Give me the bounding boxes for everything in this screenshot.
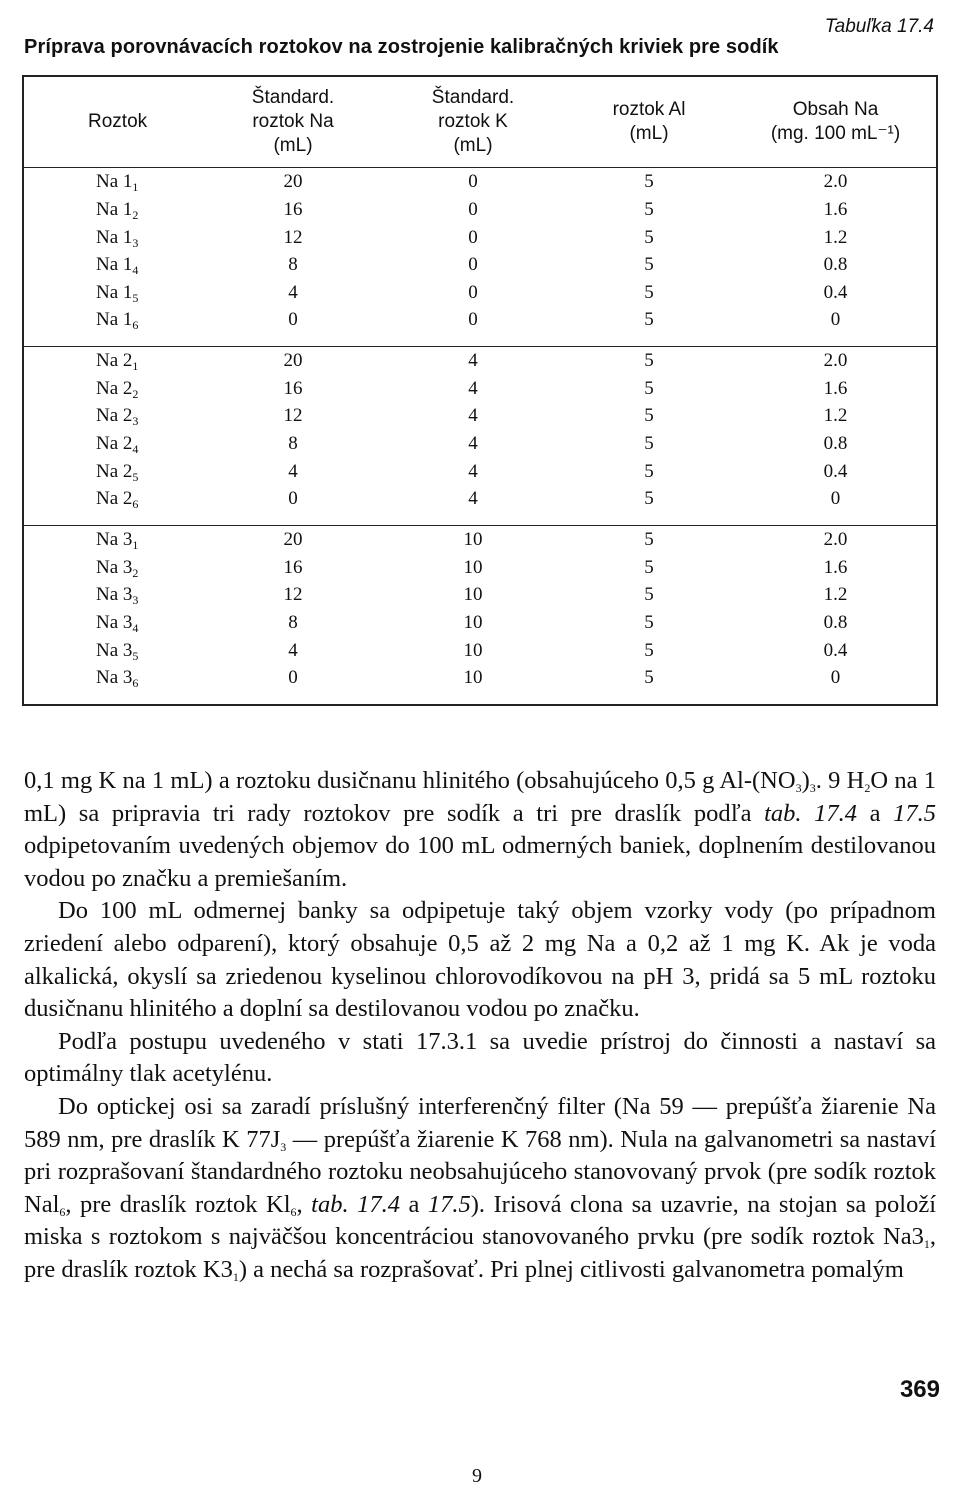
cell-al: 5 — [644, 556, 654, 578]
column-header-line: (mL) — [273, 135, 313, 156]
solution-name — [23, 430, 203, 458]
table-reference: 17.5 — [893, 799, 937, 827]
solution-label: Na 1 — [96, 281, 133, 303]
table-title: Príprava porovnávacích roztokov na zostrojenie kalibračných kriviek pre sodík — [24, 36, 779, 58]
table-body — [23, 168, 937, 706]
solution-name — [23, 346, 203, 374]
column-header-line: Štandard. — [431, 87, 515, 108]
cell-obsah: 1.2 — [823, 226, 848, 248]
table-row — [23, 457, 937, 485]
cell-al: 5 — [644, 281, 654, 303]
cell-k: 10 — [463, 556, 483, 578]
table-row — [23, 278, 937, 306]
group-separator — [23, 334, 937, 347]
footer-number: 9 — [472, 1465, 482, 1487]
solution-index: 2 — [132, 207, 139, 222]
text-run: a — [399, 1190, 428, 1218]
subscript: 3 — [280, 1139, 287, 1154]
subscript: 3 — [795, 781, 802, 795]
cell-k: 10 — [463, 639, 483, 661]
solution-name — [23, 581, 203, 609]
separator-cell — [203, 334, 383, 347]
group-separator — [23, 513, 937, 526]
cell-k: 10 — [463, 667, 483, 689]
cell-k: 4 — [468, 433, 478, 455]
cell-k: 0 — [468, 309, 478, 331]
solution-name — [23, 554, 203, 582]
column-header-line: roztok Al — [612, 99, 686, 120]
cell-k: 0 — [468, 226, 478, 248]
text-run: a — [857, 799, 894, 827]
solution-label: Na 3 — [96, 529, 133, 551]
cell-al: 5 — [644, 405, 654, 427]
separator-cell — [563, 334, 735, 347]
solution-label: Na 2 — [96, 350, 133, 372]
solution-index: 2 — [132, 565, 139, 580]
paragraph — [24, 1091, 936, 1287]
solution-label: Na 1 — [96, 226, 133, 248]
solution-label: Na 1 — [96, 254, 133, 276]
solution-label: Na 3 — [96, 639, 133, 661]
table-row — [23, 196, 937, 224]
cell-obsah: 0 — [830, 488, 841, 510]
body-text — [24, 765, 936, 1287]
calibration-table — [22, 75, 938, 706]
cell-k: 10 — [463, 529, 483, 551]
subscript: 2 — [864, 781, 871, 795]
table-row — [23, 306, 937, 334]
subscript: 6 — [59, 1204, 66, 1219]
cell-obsah: 2.0 — [823, 529, 848, 551]
column-header-line: Roztok — [88, 111, 148, 132]
separator-cell — [735, 513, 937, 526]
table-row — [23, 609, 937, 637]
cell-na: 0 — [288, 667, 298, 689]
solution-index: 5 — [132, 290, 139, 305]
table-row — [23, 581, 937, 609]
paragraph — [24, 895, 936, 1025]
separator-cell — [23, 334, 203, 347]
cell-al: 5 — [644, 377, 654, 399]
solution-name — [23, 402, 203, 430]
cell-al: 5 — [644, 488, 654, 510]
solution-index: 4 — [132, 621, 139, 636]
text-run: , pre draslík roztok Kl — [65, 1190, 291, 1218]
text-run: ) a nechá sa rozprašovať. Pri plnej citlivosti galvanometra pomalým — [238, 1255, 904, 1283]
text-run: Podľa postupu uvedeného v stati 17.3.1 sa uvedie prístroj do činnosti a nastaví sa optimálny tlak acetylénu. — [24, 1027, 936, 1088]
cell-obsah: 0 — [830, 309, 841, 331]
column-header-line: (mg. 100 mL⁻¹) — [770, 123, 901, 144]
cell-k: 4 — [468, 377, 478, 399]
solution-index: 3 — [132, 414, 139, 429]
subscript: 3 — [809, 781, 816, 795]
group-separator — [23, 692, 937, 705]
text-run: O na 1 mL) sa pripravia tri rady roztokov pre sodík a tri pre draslík podľa — [24, 767, 936, 827]
column-header-line: (mL) — [453, 135, 493, 156]
separator-cell — [23, 513, 203, 526]
subscript: 1 — [923, 1237, 930, 1252]
cell-na: 16 — [283, 377, 303, 399]
table-row — [23, 636, 937, 664]
separator-cell — [23, 692, 203, 705]
separator-cell — [383, 334, 563, 347]
solution-label: Na 3 — [96, 584, 133, 606]
solution-name — [23, 375, 203, 403]
solution-index: 4 — [132, 263, 139, 278]
separator-cell — [735, 334, 937, 347]
cell-al: 5 — [644, 350, 654, 372]
text-run: , — [296, 1190, 312, 1218]
cell-na: 12 — [283, 226, 303, 248]
column-header — [383, 76, 563, 168]
cell-k: 4 — [468, 488, 478, 510]
cell-al: 5 — [644, 433, 654, 455]
cell-obsah: 2.0 — [823, 171, 848, 193]
solution-name — [23, 251, 203, 279]
cell-na: 8 — [288, 433, 298, 455]
table-row — [23, 525, 937, 553]
cell-k: 10 — [463, 584, 483, 606]
cell-obsah: 0 — [830, 667, 841, 689]
solution-name — [23, 168, 203, 196]
cell-na: 12 — [283, 405, 303, 427]
cell-na: 20 — [283, 529, 303, 551]
solution-label: Na 3 — [96, 556, 133, 578]
text-run: Do optickej osi sa zaradí príslušný interferenčný filter (Na 59 — prepúšťa žiarenie Na 589 nm, pre draslík K 77J — [24, 1092, 936, 1153]
text-run: — prepúšťa žiarenie K 768 nm). Nula na galvanometri sa nastaví pri rozprašovaní štandardného roztoku neobsahujúceho stanovovaný prvok (pre sodík roztok Nal — [24, 1125, 936, 1218]
solution-name — [23, 457, 203, 485]
solution-name — [23, 196, 203, 224]
column-header — [203, 76, 383, 168]
paragraph — [24, 1026, 936, 1091]
column-header — [563, 76, 735, 168]
separator-cell — [563, 513, 735, 526]
separator-cell — [383, 513, 563, 526]
solution-label: Na 2 — [96, 460, 133, 482]
table-reference: 17.5 — [427, 1190, 471, 1218]
solution-index: 3 — [132, 593, 139, 608]
cell-obsah: 0.4 — [823, 639, 848, 661]
cell-obsah: 1.2 — [823, 584, 848, 606]
solution-name — [23, 525, 203, 553]
column-header-line: Štandard. — [251, 87, 335, 108]
paragraph — [24, 765, 936, 895]
cell-na: 16 — [283, 198, 303, 220]
column-header — [735, 76, 937, 168]
solution-index: 5 — [132, 469, 139, 484]
text-run: Do 100 mL odmernej banky sa odpipetuje taký objem vzorky vody (po prípadnom zriedení alebo odparení), ktorý obsahuje 0,5 až 2 mg Na a 0,2 až 1 mg K. Ak je voda alkalická, okyslí sa zriedenou kyselinou chlorovodíkovou na pH 3, pridá sa 5 mL roztoku dusičnanu hlinitého a doplní sa destilovanou vodou po značku. — [24, 897, 936, 1023]
table-row — [23, 346, 937, 374]
table-row — [23, 664, 937, 692]
table-row — [23, 223, 937, 251]
solution-name — [23, 609, 203, 637]
cell-na: 4 — [288, 639, 298, 661]
table-row — [23, 430, 937, 458]
cell-al: 5 — [644, 639, 654, 661]
separator-cell — [735, 692, 937, 705]
text-run: 0,1 mg K na 1 mL) a roztoku dusičnanu hlinitého (obsahujúceho 0,5 g Al-(NO — [24, 767, 796, 794]
cell-obsah: 1.6 — [823, 198, 848, 220]
solution-label: Na 2 — [96, 377, 133, 399]
cell-al: 5 — [644, 584, 654, 606]
column-header-line: Obsah Na — [792, 99, 879, 120]
table-row — [23, 168, 937, 196]
cell-k: 4 — [468, 460, 478, 482]
cell-obsah: 0.8 — [823, 433, 848, 455]
cell-al: 5 — [644, 309, 654, 331]
solution-index: 1 — [132, 538, 139, 553]
solution-index: 1 — [132, 180, 139, 195]
table-row — [23, 554, 937, 582]
solution-index: 4 — [132, 442, 139, 457]
cell-obsah: 0.4 — [823, 460, 848, 482]
cell-na: 0 — [288, 309, 298, 331]
cell-al: 5 — [644, 254, 654, 276]
text-run: ) — [801, 767, 810, 794]
cell-obsah: 2.0 — [823, 350, 848, 372]
text-run: . 9 H — [815, 767, 865, 794]
cell-obsah: 1.6 — [823, 556, 848, 578]
solution-label: Na 2 — [96, 488, 133, 510]
cell-na: 8 — [288, 612, 298, 634]
cell-na: 4 — [288, 281, 298, 303]
solution-name — [23, 278, 203, 306]
solution-label: Na 1 — [96, 198, 133, 220]
solution-label: Na 2 — [96, 405, 133, 427]
separator-cell — [383, 692, 563, 705]
cell-k: 10 — [463, 612, 483, 634]
column-header-line: roztok Na — [252, 111, 334, 132]
cell-na: 20 — [283, 350, 303, 372]
cell-na: 0 — [288, 488, 298, 510]
column-header-line: (mL) — [629, 123, 669, 144]
cell-k: 4 — [468, 405, 478, 427]
solution-name — [23, 485, 203, 513]
cell-na: 16 — [283, 556, 303, 578]
table-row — [23, 375, 937, 403]
cell-na: 12 — [283, 584, 303, 606]
cell-al: 5 — [644, 198, 654, 220]
separator-cell — [563, 692, 735, 705]
solution-name — [23, 636, 203, 664]
cell-al: 5 — [644, 667, 654, 689]
cell-k: 0 — [468, 281, 478, 303]
solution-name — [23, 306, 203, 334]
table-row — [23, 251, 937, 279]
column-header-line: roztok K — [438, 111, 508, 132]
text-run: , pre draslík roztok K3 — [24, 1223, 936, 1283]
cell-k: 4 — [468, 350, 478, 372]
cell-na: 8 — [288, 254, 298, 276]
cell-na: 20 — [283, 171, 303, 193]
cell-obsah: 1.6 — [823, 377, 848, 399]
solution-index: 6 — [132, 497, 139, 512]
solution-index: 2 — [132, 386, 139, 401]
solution-index: 6 — [132, 676, 139, 691]
cell-k: 0 — [468, 171, 478, 193]
cell-al: 5 — [644, 171, 654, 193]
cell-k: 0 — [468, 254, 478, 276]
cell-al: 5 — [644, 612, 654, 634]
separator-cell — [203, 513, 383, 526]
solution-name — [23, 664, 203, 692]
table-header — [23, 76, 937, 168]
cell-al: 5 — [644, 460, 654, 482]
cell-al: 5 — [644, 226, 654, 248]
table-reference: tab. 17.4 — [764, 799, 858, 827]
cell-al: 5 — [644, 529, 654, 551]
solution-label: Na 2 — [96, 433, 133, 455]
table-caption: Tabuľka 17.4 — [824, 16, 934, 37]
table-row — [23, 402, 937, 430]
cell-obsah: 0.8 — [823, 612, 848, 634]
table-row — [23, 485, 937, 513]
text-run: ). Irisová clona sa uzavrie, na stojan sa položí miska s roztokom s najväčšou koncentráciou stanovovaného prvku (pre sodík roztok Na3 — [24, 1190, 936, 1251]
cell-na: 4 — [288, 460, 298, 482]
solution-index: 1 — [132, 359, 139, 374]
solution-label: Na 3 — [96, 612, 133, 634]
solution-index: 6 — [132, 318, 139, 333]
cell-obsah: 1.2 — [823, 405, 848, 427]
column-header — [23, 76, 203, 168]
solution-label: Na 1 — [96, 309, 133, 331]
cell-k: 0 — [468, 198, 478, 220]
subscript: 6 — [290, 1204, 297, 1219]
page-number: 369 — [899, 1376, 940, 1403]
subscript: 1 — [232, 1269, 239, 1284]
solution-index: 3 — [132, 235, 139, 250]
cell-obsah: 0.4 — [823, 281, 848, 303]
solution-name — [23, 223, 203, 251]
text-run: odpipetovaním uvedených objemov do 100 mL odmerných baniek, doplnením destilovanou vodou po značku a premiešaním. — [24, 832, 936, 892]
table-reference: tab. 17.4 — [311, 1190, 400, 1218]
solution-label: Na 1 — [96, 171, 133, 193]
cell-obsah: 0.8 — [823, 254, 848, 276]
separator-cell — [203, 692, 383, 705]
solution-index: 5 — [132, 648, 139, 663]
solution-label: Na 3 — [96, 667, 133, 689]
